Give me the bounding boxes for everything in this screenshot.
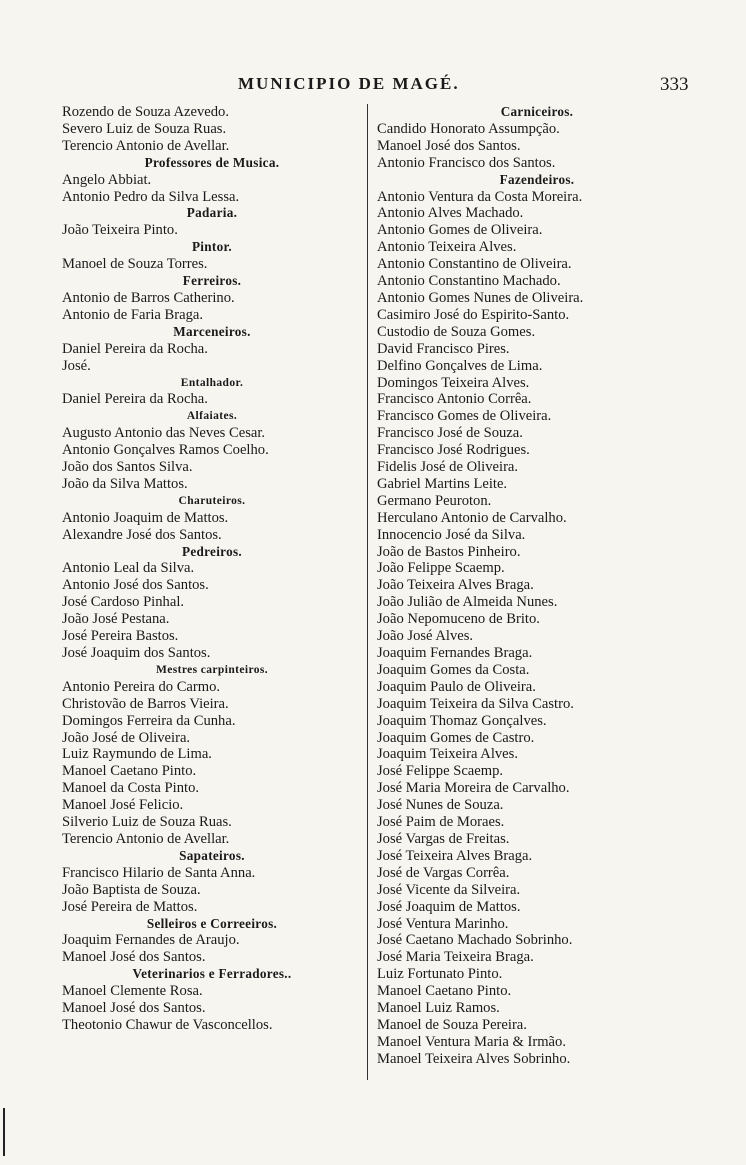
list-item: Gabriel Martins Leite.	[377, 475, 508, 492]
list-item: David Francisco Pires.	[377, 340, 510, 357]
section-heading: Charuteiros.	[178, 494, 246, 507]
list-item: Manoel Luiz Ramos.	[377, 1000, 500, 1017]
section-charuteiros	[62, 510, 362, 544]
list-item: Antonio José dos Santos.	[62, 577, 209, 594]
list-item: João Felippe Scaemp.	[377, 560, 505, 577]
section-heading: Mestres carpinteiros.	[155, 663, 269, 676]
section-pedreiros	[62, 560, 362, 661]
section-intro	[62, 104, 362, 155]
section-heading: Pedreiros.	[181, 543, 242, 559]
list-item: José Pereira Bastos.	[62, 628, 179, 645]
section-heading: Entalhador.	[180, 376, 244, 389]
list-item: Daniel Pereira da Rocha.	[62, 340, 208, 357]
list-item: Joaquim Paulo de Oliveira.	[377, 678, 536, 695]
list-item: João Nepomuceno de Brito.	[377, 611, 540, 628]
list-item: Francisco José de Souza.	[377, 425, 523, 442]
list-item: Antonio Ventura da Costa Moreira.	[377, 188, 583, 205]
list-item: Angelo Abbiat.	[62, 171, 152, 188]
margin-mark	[3, 1108, 5, 1156]
list-item: José Felippe Scaemp.	[377, 763, 504, 780]
list-item: Joaquim Thomaz Gonçalves.	[377, 712, 547, 729]
left-column	[62, 104, 362, 1034]
list-item: José Joaquim de Mattos.	[377, 898, 521, 915]
list-item: Domingos Teixeira Alves.	[377, 374, 530, 391]
list-item: José Maria Moreira de Carvalho.	[377, 780, 570, 797]
list-item: João da Silva Mattos.	[62, 475, 188, 492]
list-item: José Joaquim dos Santos.	[62, 645, 211, 661]
list-item: José Nunes de Souza.	[377, 797, 504, 814]
list-item: João Baptista de Souza.	[62, 881, 201, 898]
list-item: Manoel José dos Santos.	[377, 137, 521, 154]
list-item: Delfino Gonçalves de Lima.	[377, 357, 543, 374]
list-item: Candido Honorato Assumpção.	[377, 120, 560, 137]
section-heading: Veterinarios e Ferradores..	[132, 966, 292, 982]
section-padaria	[62, 222, 362, 239]
list-item: Manoel José dos Santos.	[62, 949, 206, 966]
section-professores-de-musica	[62, 172, 362, 206]
list-item: Joaquim Fernandes de Araujo.	[62, 932, 240, 949]
list-item: Antonio Francisco dos Santos.	[377, 154, 556, 171]
list-item: Manoel Caetano Pinto.	[62, 763, 197, 780]
list-item: Terencio Antonio de Avellar.	[62, 830, 230, 847]
list-item: Manoel Teixeira Alves Sobrinho.	[377, 1050, 571, 1067]
list-item: Manoel da Costa Pinto.	[62, 780, 200, 797]
list-item: Theotonio Chawur de Vasconcellos.	[62, 1016, 273, 1033]
section-heading: Padaria.	[186, 205, 238, 221]
list-item: Joaquim Gomes da Costa.	[377, 661, 530, 678]
list-item: Antonio Joaquim de Mattos.	[62, 509, 229, 526]
list-item: Antonio Pereira do Carmo.	[62, 678, 221, 695]
list-item: Antonio Teixeira Alves.	[377, 239, 517, 256]
section-marceneiros	[62, 341, 362, 375]
section-heading: Alfaiates.	[186, 410, 238, 423]
list-item: Domingos Ferreira da Cunha.	[62, 712, 236, 729]
section-sapateiros	[62, 865, 362, 916]
list-item: Antonio Alves Machado.	[377, 205, 524, 222]
section-mestres-carpinteiros	[62, 679, 362, 848]
list-item: Joaquim Gomes de Castro.	[377, 729, 535, 746]
list-item: Francisco Antonio Corrêa.	[377, 391, 532, 408]
section-alfaiates	[62, 425, 362, 493]
list-item: Severo Luiz de Souza Ruas.	[62, 120, 227, 137]
list-item: João José de Oliveira.	[62, 729, 191, 746]
list-item: José Cardoso Pinhal.	[62, 594, 185, 611]
page-header	[0, 74, 746, 98]
section-heading: Professores de Musica.	[144, 154, 280, 170]
page-title: MUNICIPIO DE MAGÉ.	[238, 74, 460, 93]
list-item: Casimiro José do Espirito-Santo.	[377, 306, 570, 323]
list-item: Innocencio José da Silva.	[377, 526, 526, 543]
list-item: Antonio Leal da Silva.	[62, 560, 195, 577]
list-item: Germano Peuroton.	[377, 492, 492, 509]
list-item: Daniel Pereira da Rocha.	[62, 391, 208, 408]
list-item: Luiz Fortunato Pinto.	[377, 966, 503, 983]
list-item: José Vicente da Silveira.	[377, 881, 521, 898]
section-heading: Ferreiros.	[182, 273, 242, 289]
list-item: Manoel Ventura Maria & Irmão.	[377, 1033, 566, 1050]
section-veterinarios	[62, 983, 362, 1034]
list-item: Joaquim Teixeira Alves.	[377, 746, 518, 763]
list-item: Christovão de Barros Vieira.	[62, 695, 229, 712]
list-item: José Caetano Machado Sobrinho.	[377, 932, 573, 949]
list-item: João Teixeira Pinto.	[62, 222, 178, 239]
list-item: José de Vargas Corrêa.	[377, 864, 510, 881]
list-item: Manoel Clemente Rosa.	[62, 983, 203, 1000]
list-item: Silverio Luiz de Souza Ruas.	[62, 814, 232, 831]
list-item: Alexandre José dos Santos.	[62, 526, 222, 543]
list-item: Augusto Antonio das Neves Cesar.	[62, 425, 266, 442]
list-item: Manoel José Felicio.	[62, 797, 184, 814]
list-item: João Teixeira Alves Braga.	[377, 577, 534, 594]
list-item: Luiz Raymundo de Lima.	[62, 746, 212, 763]
list-item: João Julião de Almeida Nunes.	[377, 594, 558, 611]
list-item: José Pereira de Mattos.	[62, 898, 198, 915]
list-item: Terencio Antonio de Avellar.	[62, 137, 230, 154]
list-item: Manoel de Souza Pereira.	[377, 1016, 527, 1033]
section-heading: Carniceiros.	[500, 104, 574, 119]
list-item: Antonio Constantino de Oliveira.	[377, 256, 572, 273]
section-heading: Fazendeiros.	[499, 171, 575, 187]
list-item: João de Bastos Pinheiro.	[377, 543, 521, 560]
list-item: Joaquim Fernandes Braga.	[377, 645, 533, 661]
list-item: João dos Santos Silva.	[62, 459, 193, 476]
section-ferreiros	[62, 290, 362, 324]
list-item: Joaquim Teixeira da Silva Castro.	[377, 695, 574, 712]
list-item: Antonio Gonçalves Ramos Coelho.	[62, 442, 269, 459]
list-item: Manoel de Souza Torres.	[62, 256, 208, 273]
list-item: Antonio Constantino Machado.	[377, 273, 561, 290]
list-item: Fidelis José de Oliveira.	[377, 459, 519, 476]
list-item: José Vargas de Freitas.	[377, 830, 510, 847]
list-item: José Maria Teixeira Braga.	[377, 949, 534, 966]
list-item: Herculano Antonio de Carvalho.	[377, 509, 567, 526]
list-item: José Paim de Moraes.	[377, 814, 505, 831]
list-item: Francisco Hilario de Santa Anna.	[62, 864, 256, 881]
page-number: 333	[660, 74, 689, 95]
section-heading: Sapateiros.	[179, 847, 245, 863]
section-heading: Selleiros e Correeiros.	[146, 915, 278, 931]
section-selleiros	[62, 932, 362, 966]
list-item: Antonio Gomes Nunes de Oliveira.	[377, 289, 584, 306]
list-item: Antonio de Barros Catherino.	[62, 289, 235, 306]
section-heading: Pintor.	[191, 239, 233, 255]
list-item: Manoel José dos Santos.	[62, 1000, 206, 1017]
list-item: Custodio de Souza Gomes.	[377, 323, 536, 340]
list-item: José Teixeira Alves Braga.	[377, 847, 533, 864]
list-item: Antonio Gomes de Oliveira.	[377, 222, 543, 239]
list-item: José.	[62, 357, 91, 374]
column-divider	[367, 104, 368, 1080]
list-item: Francisco José Rodrigues.	[377, 442, 530, 459]
section-entalhador	[62, 391, 362, 408]
list-item: Antonio de Faria Braga.	[62, 306, 204, 323]
list-item: João José Alves.	[377, 628, 474, 645]
list-item: Antonio Pedro da Silva Lessa.	[62, 188, 240, 205]
right-column	[377, 104, 697, 1068]
list-item: Manoel Caetano Pinto.	[377, 983, 512, 1000]
list-item: José Ventura Marinho.	[377, 915, 509, 932]
list-item: Rozendo de Souza Azevedo.	[62, 104, 229, 120]
list-item: João José Pestana.	[62, 611, 170, 628]
section-carniceiros	[377, 121, 697, 172]
list-item: Francisco Gomes de Oliveira.	[377, 408, 552, 425]
section-heading: Marceneiros.	[173, 323, 251, 339]
section-pintor	[62, 256, 362, 273]
section-fazendeiros	[377, 189, 697, 1068]
